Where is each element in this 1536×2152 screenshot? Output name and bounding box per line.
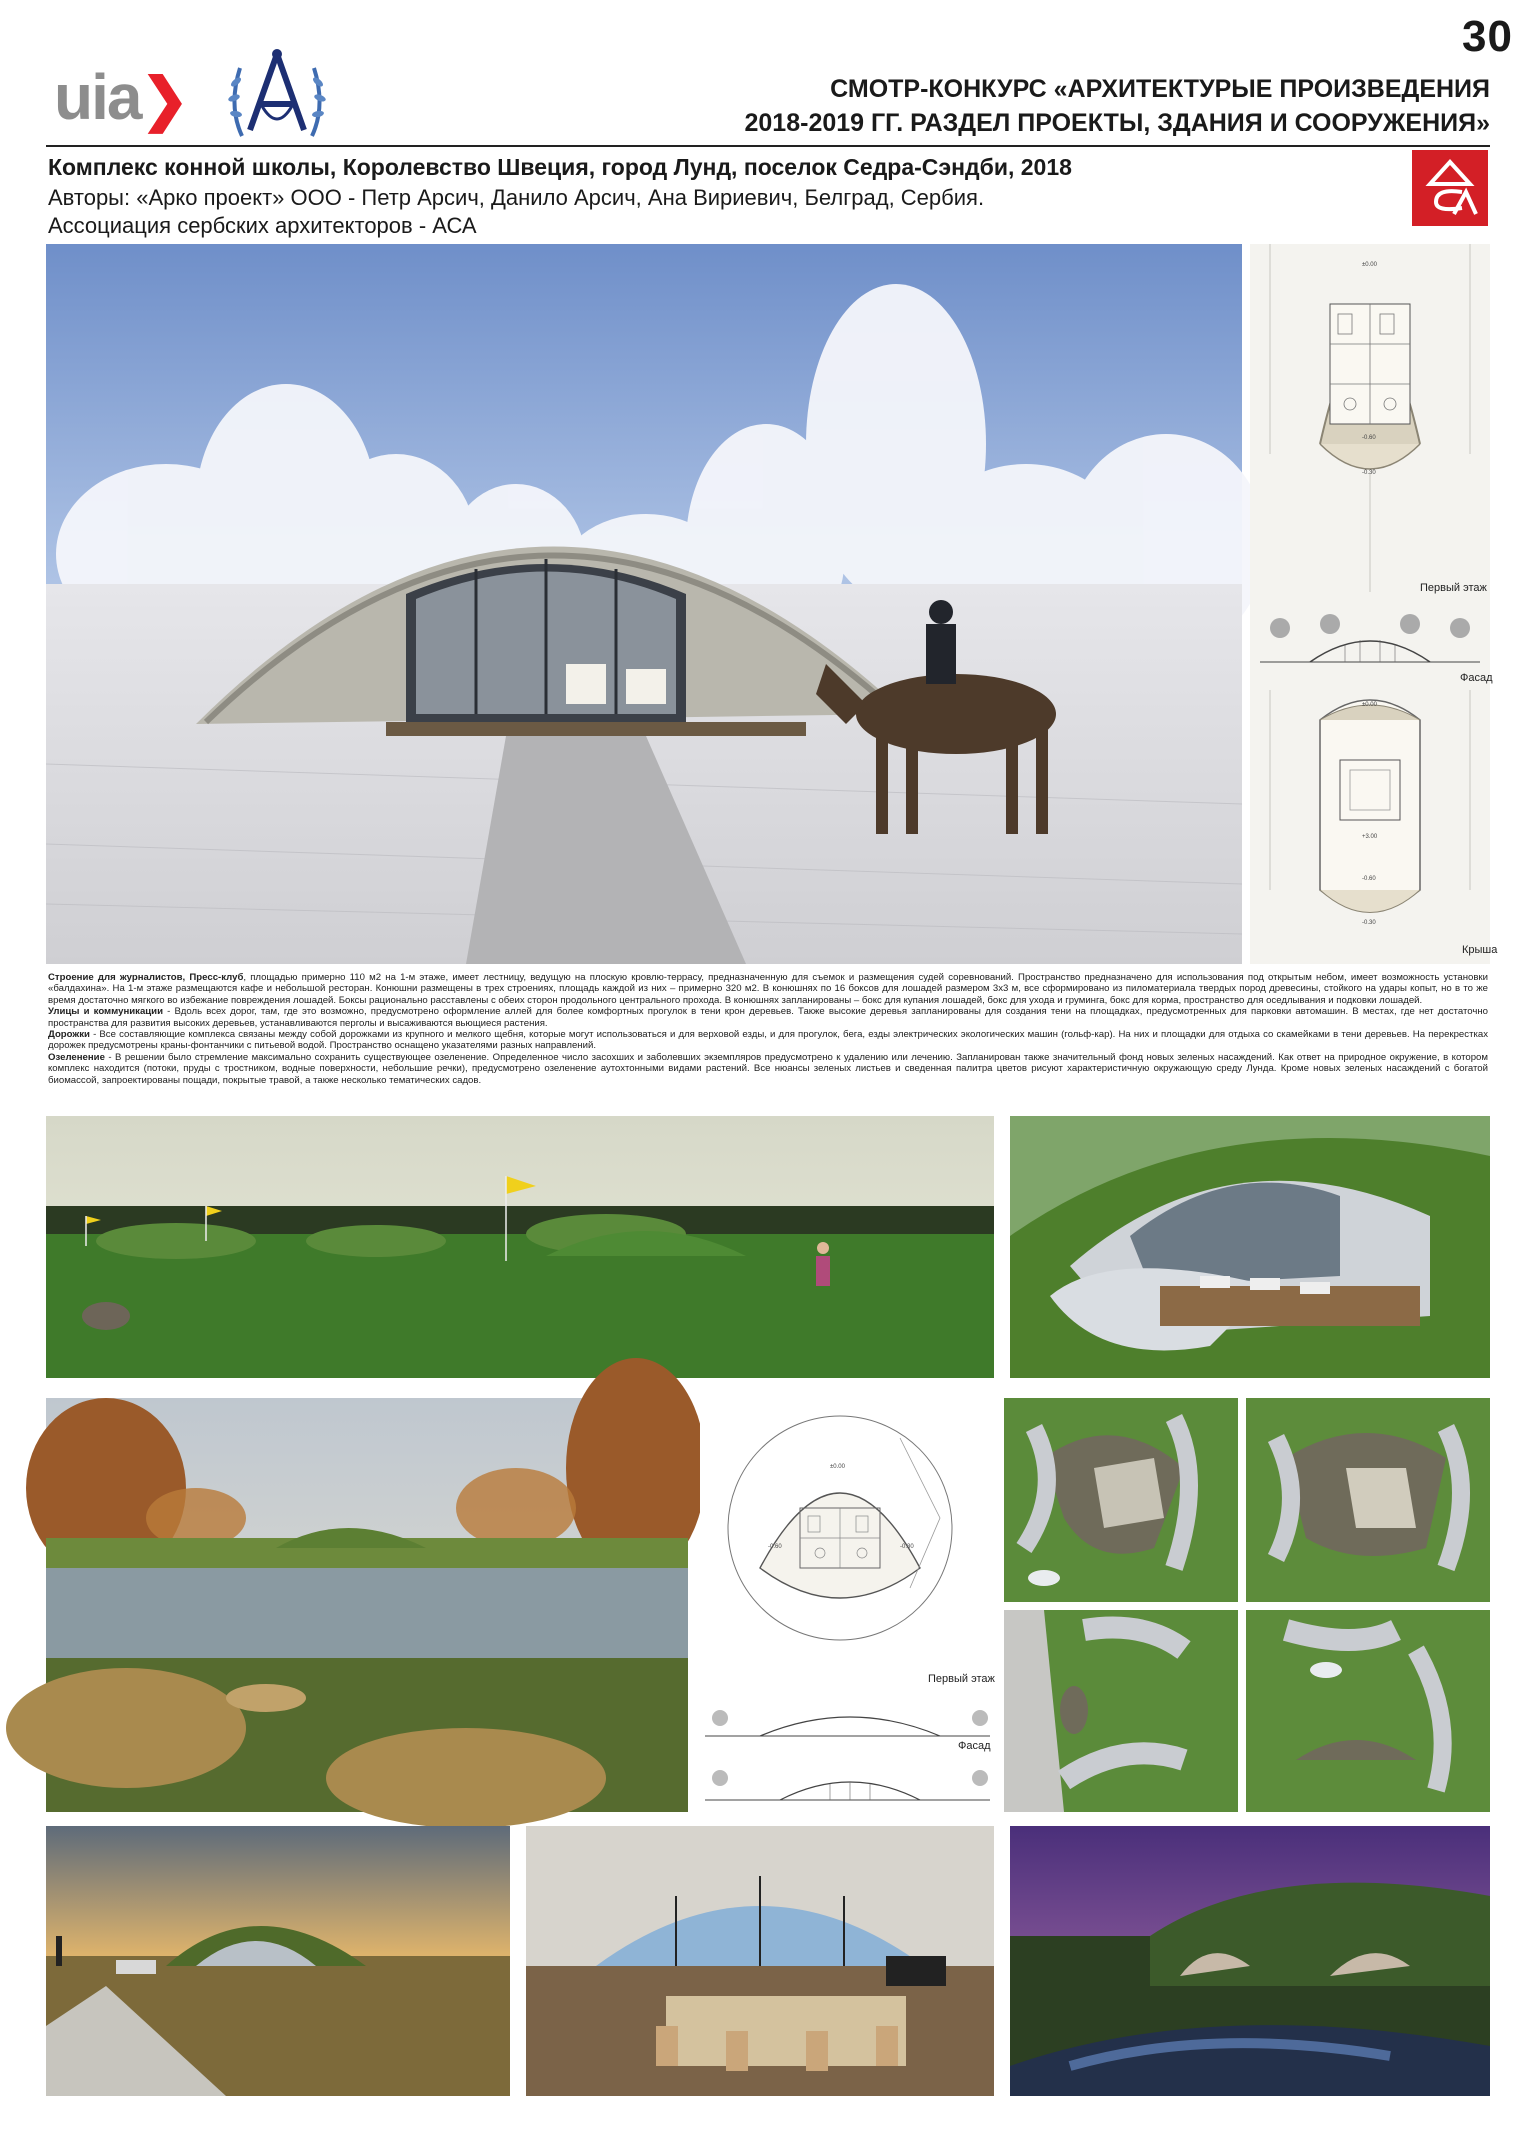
pond-autumn-rendering (46, 1398, 688, 1812)
roof-plan-drawing (1250, 690, 1490, 952)
svg-text:-0.30: -0.30 (900, 1544, 914, 1550)
project-description (48, 972, 1488, 1086)
description-p4-label: Озеленение (48, 1051, 105, 1063)
description-p3 (48, 1029, 1488, 1052)
interior-rendering (526, 1826, 994, 2096)
description-p3-text: - Все составляющие комплекса связаны между собой дорожками из крупного и мелкого щебня, которые могут использоваться и для верховой езды, и для прогулок, бега, езды электрических экологических машин (гольф-кар). На них и площадки для отдыха со скамейками в тени деревьев. На перекрестках дорожек предусмотрены краны-фонтанчики с питьевой водой. Пространство оснащено указателями разных направлений. (48, 1029, 1488, 1052)
description-p1-label: Строение для журналистов, Пресс-клуб (48, 972, 244, 983)
aerial-view-2 (1246, 1398, 1490, 1602)
contest-title (745, 72, 1491, 140)
project-title: Комплекс конной школы, Королевство Швеция, город Лунд, поселок Седра-Сэндби, 2018 (48, 154, 1072, 180)
svg-text:-0.60: -0.60 (768, 1544, 782, 1550)
svg-text:-0.30: -0.30 (1362, 470, 1376, 476)
svg-text:±0.00: ±0.00 (1362, 262, 1377, 268)
svg-text:±0.00: ±0.00 (830, 1464, 845, 1470)
facade1-drawing (1250, 600, 1490, 680)
description-p2-label: Улицы и коммуникации (48, 1006, 163, 1018)
terrace-rendering (1010, 1116, 1490, 1378)
svg-text:+3.00: +3.00 (1362, 834, 1378, 840)
asa-logo-icon (1412, 150, 1488, 226)
contest-title-line2: 2018-2019 ГГ. РАЗДЕЛ ПРОЕКТЫ, ЗДАНИЯ И СООРУЖЕНИЯ» (744, 109, 1490, 137)
svg-text:-0.60: -0.60 (1362, 435, 1376, 441)
svg-text:-0.30: -0.30 (1362, 920, 1376, 926)
description-p2 (48, 1006, 1488, 1029)
aerial-view-3 (1004, 1610, 1238, 1812)
header-divider (46, 145, 1490, 147)
aerial-view-4 (1246, 1610, 1490, 1812)
uia-logo-text: uia (54, 61, 141, 133)
plan2-caption: Первый этаж (928, 1673, 995, 1685)
contest-title-line1: СМОТР-КОНКУРС «АРХИТЕКТУРЫЕ ПРОИЗВЕДЕНИЯ (830, 75, 1490, 103)
uia-chevron-icon: ❯ (140, 67, 188, 132)
facade2-caption: Фасад (958, 1740, 991, 1752)
association-line: Ассоциация сербских архитекторов - АСА (48, 213, 477, 238)
aerial-view-1 (1004, 1398, 1238, 1602)
golf-course-rendering (46, 1116, 994, 1378)
facade2-drawings (700, 1698, 996, 1812)
svg-text:-0.60: -0.60 (1362, 876, 1376, 882)
description-p1 (48, 972, 1488, 1006)
uia-logo (54, 60, 187, 134)
svg-text:±0.00: ±0.00 (1362, 702, 1377, 708)
sunset-rendering (46, 1826, 510, 2096)
architects-emblem-icon (222, 46, 332, 144)
roof-caption: Крыша (1462, 944, 1498, 956)
first-floor-plan2-drawing (700, 1398, 996, 1698)
night-rendering (1010, 1826, 1490, 2096)
description-p4-text: - В решении было стремление максимально сохранить существующее озеленение. Определенное число засохших и заболевших экземпляров предусмотрено к удалению или лечению. Запланирован также значительный фонд новых зеленых насаждений. Как ответ на природное окружение, в котором комплекс находится (потоки, пруды с тростником, водные поверхности, небольшие речки), предусмотрено озеленение аутохтонными видами растений. Все нюансы зеленых листьев и сведенная палитра цветов рисуют характеристичную окружающую среду Лунда. Кроме новых зеленых насаждений с богатой биомассой, запроектированы пощади, покрытые травой, а также несколько тематических садов. (48, 1051, 1488, 1086)
page-number: 30 (1462, 12, 1513, 61)
plan1-caption: Первый этаж (1420, 582, 1487, 594)
description-p1-text: , площадью примерно 110 м2 на 1-м этаже, имеет лестницу, ведущую на плоскую кровлю-террасу, предназначенную для съемок и размещения судей соревнований. Пространство предназначено для использования под открытым небом, имеет возможность установки «балдахина». На 1-м этаже размещаются кафе и небольшой ресторан. Конюшни размещены в трех строениях, площадь каждой из них – примерно 320 м2. В конюшнях по 16 боксов для лошадей размером 3х3 м, все сформировано из пиломатериала твердых пород древесины, стойкого на удары копыт, но в то же время достаточно мягкого во избежание повреждения лошадей. Боксы рационально расставлены с обеих сторон продольного центрального прохода. В конюшнях запланированы – бокс для купания лошадей, бокс для ухода и груминга, бокс для корма, пространство для оседлывания и подковки лошадей. (48, 972, 1488, 1006)
authors-line: Авторы: «Арко проект» ООО - Петр Арсич, Данило Арсич, Ана Вириевич, Белград, Сербия. (48, 185, 985, 210)
first-floor-plan-drawing (1250, 244, 1490, 592)
second-plan-panel (700, 1398, 996, 1812)
main-winter-rendering (46, 244, 1242, 964)
description-p4 (48, 1052, 1488, 1086)
description-p3-label: Дорожки (48, 1029, 90, 1041)
drawings-column (1250, 244, 1498, 964)
description-p2-text: - Вдоль всех дорог, там, где это возможно, предусмотрено оформление аллей для более комфортных прогулок в тени крон деревьев. Также высокие деревья запланированы для создания тени на площадках, предусмотренных для парковки автомашин. В местах, где нет достаточно пространства для развития высоких деревьев, устанавливаются перголы и высаживаются вьющиеся растения. (48, 1006, 1488, 1029)
facade1-caption: Фасад (1460, 672, 1493, 684)
